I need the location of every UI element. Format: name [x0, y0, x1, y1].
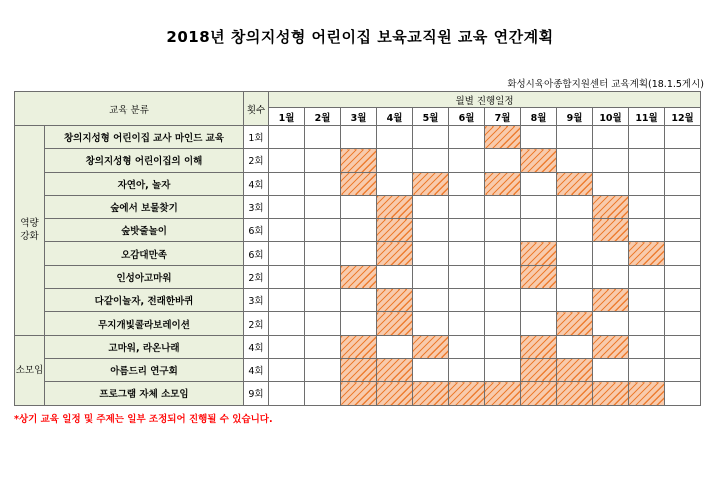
month-cell — [485, 149, 521, 172]
month-header-10: 10월 — [593, 108, 629, 126]
footnote: *상기 교육 일정 및 주제는 일부 조정되어 진행될 수 있습니다. — [14, 414, 273, 425]
month-cell — [305, 312, 341, 335]
month-cell — [413, 358, 449, 381]
table-row — [15, 289, 701, 312]
scheduled-month-cell — [521, 358, 557, 381]
group-label — [15, 335, 45, 405]
program-name: 창의지성형 어린이집 교사 마인드 교육 — [45, 126, 244, 149]
table-row — [15, 382, 701, 405]
month-header-3: 3월 — [341, 108, 377, 126]
month-cell — [665, 265, 701, 288]
scheduled-month-cell — [413, 382, 449, 405]
scheduled-month-cell — [341, 335, 377, 358]
month-cell — [629, 195, 665, 218]
month-cell — [629, 289, 665, 312]
scheduled-month-cell — [377, 219, 413, 242]
month-cell — [521, 126, 557, 149]
scheduled-month-cell — [557, 312, 593, 335]
month-cell — [305, 126, 341, 149]
month-cell — [665, 149, 701, 172]
month-cell — [377, 265, 413, 288]
month-cell — [665, 172, 701, 195]
session-count: 2회 — [244, 149, 269, 172]
month-cell — [593, 242, 629, 265]
month-cell — [485, 358, 521, 381]
month-cell — [413, 312, 449, 335]
month-cell — [305, 149, 341, 172]
scheduled-month-cell — [341, 172, 377, 195]
month-cell — [413, 265, 449, 288]
month-cell — [485, 242, 521, 265]
session-count: 9회 — [244, 382, 269, 405]
schedule-header: 월별 진행일정 — [269, 92, 701, 108]
month-cell — [449, 242, 485, 265]
scheduled-month-cell — [485, 126, 521, 149]
month-cell — [269, 242, 305, 265]
table-row — [15, 149, 701, 172]
session-count: 2회 — [244, 312, 269, 335]
page-title: 2018년 창의지성형 어린이집 보육교직원 교육 연간계획 — [166, 28, 554, 46]
month-cell — [413, 126, 449, 149]
scheduled-month-cell — [377, 312, 413, 335]
group-label-line: 역량 — [20, 218, 39, 230]
month-cell — [665, 126, 701, 149]
group-label-line: 강화 — [20, 231, 39, 243]
scheduled-month-cell — [485, 172, 521, 195]
month-cell — [485, 289, 521, 312]
month-cell — [629, 126, 665, 149]
month-cell — [521, 195, 557, 218]
month-cell — [449, 335, 485, 358]
month-cell — [629, 335, 665, 358]
session-count: 6회 — [244, 242, 269, 265]
month-cell — [305, 358, 341, 381]
month-cell — [557, 195, 593, 218]
program-name: 무지개빛콜라보레이션 — [45, 312, 244, 335]
month-cell — [377, 335, 413, 358]
month-cell — [521, 289, 557, 312]
month-cell — [413, 219, 449, 242]
table-row — [15, 195, 701, 218]
month-cell — [413, 242, 449, 265]
month-cell — [485, 265, 521, 288]
month-header-1: 1월 — [269, 108, 305, 126]
month-cell — [341, 126, 377, 149]
month-cell — [377, 126, 413, 149]
header-row — [15, 92, 701, 108]
scheduled-month-cell — [377, 382, 413, 405]
month-cell — [665, 358, 701, 381]
month-cell — [305, 335, 341, 358]
scheduled-month-cell — [377, 289, 413, 312]
scheduled-month-cell — [341, 382, 377, 405]
month-cell — [341, 242, 377, 265]
scheduled-month-cell — [449, 382, 485, 405]
group-label-line: 소모임 — [15, 364, 44, 376]
month-header-11: 11월 — [629, 108, 665, 126]
month-cell — [377, 172, 413, 195]
month-cell — [269, 335, 305, 358]
month-cell — [485, 195, 521, 218]
month-cell — [449, 312, 485, 335]
scheduled-month-cell — [413, 172, 449, 195]
session-count: 6회 — [244, 219, 269, 242]
month-cell — [629, 358, 665, 381]
month-cell — [413, 195, 449, 218]
scheduled-month-cell — [593, 219, 629, 242]
table-row — [15, 172, 701, 195]
month-cell — [557, 289, 593, 312]
source-label: 화성시육아종합지원센터 교육계획(18.1.5게시) — [507, 79, 704, 90]
month-cell — [557, 265, 593, 288]
month-header-4: 4월 — [377, 108, 413, 126]
month-cell — [269, 195, 305, 218]
month-cell — [629, 312, 665, 335]
month-cell — [665, 335, 701, 358]
program-name: 고마워, 라온나래 — [45, 335, 244, 358]
table-row — [15, 242, 701, 265]
month-cell — [377, 149, 413, 172]
session-count: 3회 — [244, 195, 269, 218]
month-header-7: 7월 — [485, 108, 521, 126]
scheduled-month-cell — [485, 382, 521, 405]
scheduled-month-cell — [377, 195, 413, 218]
month-header-8: 8월 — [521, 108, 557, 126]
scheduled-month-cell — [593, 335, 629, 358]
month-cell — [557, 149, 593, 172]
scheduled-month-cell — [377, 242, 413, 265]
month-cell — [593, 312, 629, 335]
session-count: 1회 — [244, 126, 269, 149]
month-cell — [305, 172, 341, 195]
schedule-table — [14, 91, 701, 406]
scheduled-month-cell — [629, 242, 665, 265]
month-cell — [521, 172, 557, 195]
month-cell — [665, 195, 701, 218]
month-cell — [269, 312, 305, 335]
group-label — [15, 126, 45, 336]
program-name: 다같이놀자, 전래한바퀴 — [45, 289, 244, 312]
category-header: 교육 분류 — [15, 92, 244, 126]
scheduled-month-cell — [521, 382, 557, 405]
month-cell — [305, 195, 341, 218]
scheduled-month-cell — [521, 335, 557, 358]
scheduled-month-cell — [557, 382, 593, 405]
month-cell — [557, 242, 593, 265]
month-cell — [269, 149, 305, 172]
month-cell — [449, 265, 485, 288]
session-count: 4회 — [244, 358, 269, 381]
month-cell — [485, 219, 521, 242]
scheduled-month-cell — [557, 172, 593, 195]
month-cell — [665, 289, 701, 312]
month-cell — [593, 358, 629, 381]
table-row — [15, 335, 701, 358]
month-cell — [305, 242, 341, 265]
program-name: 프로그램 자체 소모임 — [45, 382, 244, 405]
month-cell — [629, 172, 665, 195]
month-cell — [557, 126, 593, 149]
month-cell — [593, 265, 629, 288]
month-cell — [269, 265, 305, 288]
scheduled-month-cell — [557, 358, 593, 381]
session-count: 4회 — [244, 335, 269, 358]
count-header: 횟수 — [244, 92, 269, 126]
program-name: 창의지성형 어린이집의 이해 — [45, 149, 244, 172]
month-cell — [593, 172, 629, 195]
scheduled-month-cell — [341, 149, 377, 172]
month-cell — [593, 149, 629, 172]
scheduled-month-cell — [341, 265, 377, 288]
scheduled-month-cell — [521, 242, 557, 265]
month-cell — [521, 312, 557, 335]
month-cell — [449, 126, 485, 149]
month-cell — [629, 149, 665, 172]
scheduled-month-cell — [593, 289, 629, 312]
month-cell — [449, 195, 485, 218]
month-cell — [269, 358, 305, 381]
session-count: 4회 — [244, 172, 269, 195]
month-cell — [557, 219, 593, 242]
month-cell — [557, 335, 593, 358]
session-count: 2회 — [244, 265, 269, 288]
month-cell — [341, 195, 377, 218]
scheduled-month-cell — [377, 358, 413, 381]
month-cell — [521, 219, 557, 242]
scheduled-month-cell — [521, 265, 557, 288]
month-cell — [413, 149, 449, 172]
table-row — [15, 219, 701, 242]
program-name: 인성아고마워 — [45, 265, 244, 288]
month-header-5: 5월 — [413, 108, 449, 126]
scheduled-month-cell — [341, 358, 377, 381]
scheduled-month-cell — [521, 149, 557, 172]
scheduled-month-cell — [593, 382, 629, 405]
month-cell — [485, 335, 521, 358]
month-cell — [449, 289, 485, 312]
month-cell — [449, 172, 485, 195]
month-cell — [449, 219, 485, 242]
program-name: 아름드리 연구회 — [45, 358, 244, 381]
table-row — [15, 126, 701, 149]
scheduled-month-cell — [413, 335, 449, 358]
table-row — [15, 312, 701, 335]
month-cell — [665, 219, 701, 242]
month-cell — [629, 265, 665, 288]
scheduled-month-cell — [593, 195, 629, 218]
month-cell — [341, 312, 377, 335]
month-cell — [413, 289, 449, 312]
month-cell — [269, 219, 305, 242]
session-count: 3회 — [244, 289, 269, 312]
month-header-2: 2월 — [305, 108, 341, 126]
month-cell — [269, 289, 305, 312]
month-cell — [593, 126, 629, 149]
month-cell — [305, 289, 341, 312]
month-cell — [305, 219, 341, 242]
program-name: 오감대만족 — [45, 242, 244, 265]
month-header-6: 6월 — [449, 108, 485, 126]
month-header-12: 12월 — [665, 108, 701, 126]
month-cell — [629, 219, 665, 242]
month-cell — [269, 382, 305, 405]
program-name: 자연아, 놀자 — [45, 172, 244, 195]
month-cell — [341, 219, 377, 242]
program-name: 숲밧줄놀이 — [45, 219, 244, 242]
month-cell — [485, 312, 521, 335]
program-name: 숲에서 보물찾기 — [45, 195, 244, 218]
month-cell — [305, 265, 341, 288]
month-cell — [269, 126, 305, 149]
month-cell — [269, 172, 305, 195]
month-cell — [665, 242, 701, 265]
table-row — [15, 265, 701, 288]
table-row — [15, 358, 701, 381]
scheduled-month-cell — [629, 382, 665, 405]
month-cell — [341, 289, 377, 312]
month-cell — [305, 382, 341, 405]
month-cell — [665, 312, 701, 335]
month-header-9: 9월 — [557, 108, 593, 126]
month-cell — [665, 382, 701, 405]
month-cell — [449, 149, 485, 172]
month-cell — [449, 358, 485, 381]
